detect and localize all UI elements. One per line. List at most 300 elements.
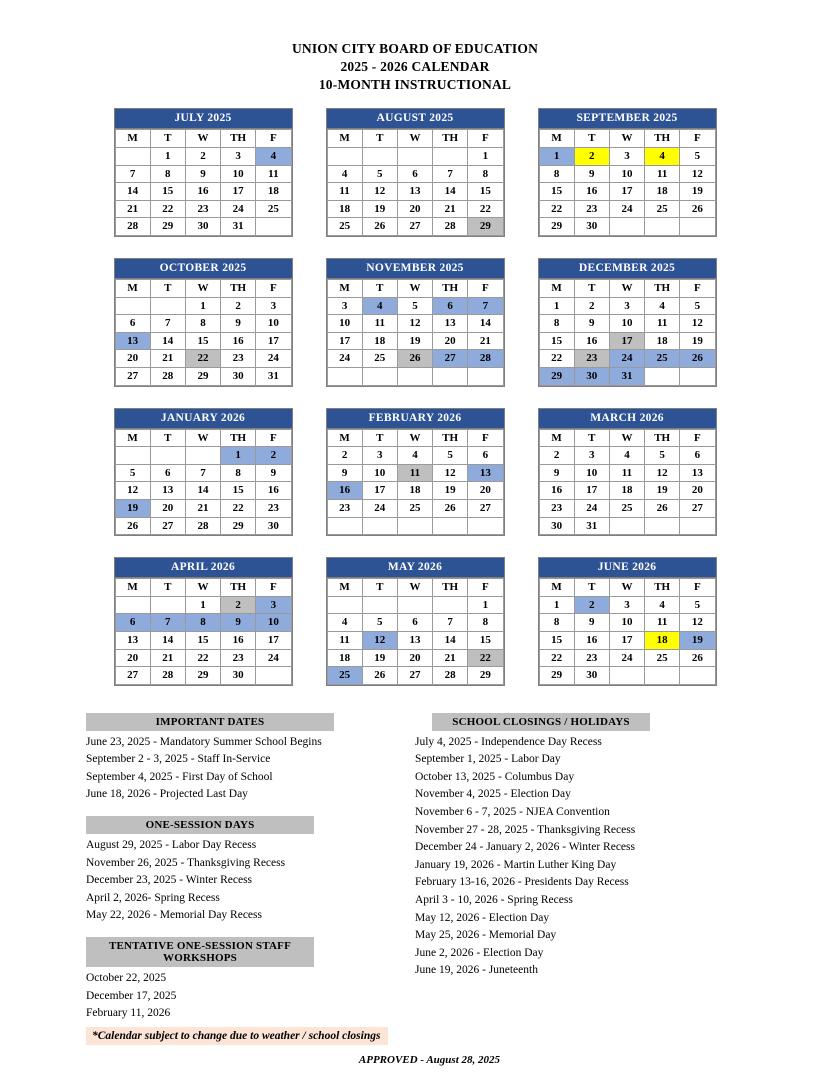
title-line-organization: UNION CITY BOARD OF EDUCATION (291, 41, 539, 56)
day-cell: 16 (185, 183, 220, 201)
legend-item: November 26, 2025 - Thanksgiving Recess (86, 856, 286, 869)
legend-item: November 6 - 7, 2025 - NJEA Convention (415, 806, 610, 819)
month-calendar (538, 408, 717, 537)
week-row (539, 649, 715, 667)
weekday-header-cell: W (185, 280, 220, 298)
day-cell: 13 (115, 332, 150, 350)
week-row (327, 614, 503, 632)
day-cell: 23 (327, 499, 362, 517)
day-cell-empty (327, 517, 362, 535)
footer-approved-date: APPROVED - August 28, 2025 (358, 1054, 500, 1066)
page-title (0, 0, 830, 93)
legend-item: November 4, 2025 - Election Day (415, 788, 571, 801)
day-cell-empty (397, 367, 432, 385)
day-cell-empty (362, 148, 397, 166)
weekday-header-cell: M (539, 280, 574, 298)
week-row (115, 667, 291, 685)
legend-item: January 19, 2026 - Martin Luther King Day (415, 858, 617, 871)
footer (0, 1026, 830, 1066)
day-cell: 6 (115, 614, 150, 632)
day-cell: 5 (397, 297, 432, 315)
day-cell: 14 (185, 482, 220, 500)
day-cell: 29 (468, 218, 503, 236)
calendar-row (0, 108, 830, 237)
day-cell: 24 (221, 200, 256, 218)
day-cell: 27 (115, 367, 150, 385)
weekday-header-cell: W (397, 130, 432, 148)
week-row (327, 649, 503, 667)
month-calendar (326, 557, 505, 686)
weekday-header-row (327, 429, 503, 447)
day-cell: 15 (468, 183, 503, 201)
day-cell: 1 (185, 297, 220, 315)
day-cell: 12 (362, 183, 397, 201)
weekday-header-cell: F (680, 579, 715, 597)
day-cell: 20 (433, 332, 468, 350)
day-cell: 4 (645, 148, 680, 166)
day-cell: 3 (327, 297, 362, 315)
day-cell: 5 (680, 148, 715, 166)
day-cell: 31 (221, 218, 256, 236)
weekday-header-cell: F (680, 130, 715, 148)
day-cell: 6 (680, 447, 715, 465)
day-cell-empty (362, 367, 397, 385)
day-cell: 9 (574, 614, 609, 632)
day-cell: 3 (574, 447, 609, 465)
day-cell: 29 (468, 667, 503, 685)
day-cell: 8 (185, 315, 220, 333)
day-cell: 28 (115, 218, 150, 236)
day-cell-empty (115, 148, 150, 166)
month-table (115, 129, 292, 236)
weekday-header-cell: W (609, 130, 644, 148)
month-table (539, 578, 716, 685)
weekday-header-cell: F (256, 130, 291, 148)
weekday-header-cell: M (539, 579, 574, 597)
day-cell: 8 (539, 315, 574, 333)
weekday-header-cell: TH (433, 429, 468, 447)
weekday-header-cell: F (468, 280, 503, 298)
day-cell: 17 (362, 482, 397, 500)
title-line-calendar-year: 2025 - 2026 CALENDAR (340, 58, 490, 74)
day-cell: 17 (256, 631, 291, 649)
month-calendar (326, 258, 505, 387)
day-cell: 1 (539, 596, 574, 614)
day-cell: 25 (645, 350, 680, 368)
day-cell: 27 (680, 499, 715, 517)
day-cell: 17 (327, 332, 362, 350)
week-row (539, 596, 715, 614)
day-cell: 11 (609, 464, 644, 482)
day-cell: 17 (256, 332, 291, 350)
week-row (115, 183, 291, 201)
month-calendar (326, 408, 505, 537)
day-cell: 15 (539, 183, 574, 201)
day-cell: 10 (256, 315, 291, 333)
day-cell: 27 (115, 667, 150, 685)
weekday-header-cell: F (256, 280, 291, 298)
weekday-header-cell: T (574, 429, 609, 447)
day-cell: 21 (433, 649, 468, 667)
day-cell: 27 (397, 667, 432, 685)
day-cell: 28 (433, 218, 468, 236)
day-cell: 18 (256, 183, 291, 201)
week-row (115, 200, 291, 218)
day-cell: 11 (256, 165, 291, 183)
day-cell: 7 (115, 165, 150, 183)
day-cell-empty (256, 218, 291, 236)
day-cell: 16 (574, 631, 609, 649)
day-cell: 10 (327, 315, 362, 333)
day-cell: 26 (680, 649, 715, 667)
weekday-header-cell: M (327, 429, 362, 447)
legend-item: September 1, 2025 - Labor Day (415, 753, 561, 766)
footer-disclaimer-note: *Calendar subject to change due to weather / school closings (86, 1027, 388, 1045)
week-row (327, 350, 503, 368)
month-title: APRIL 2026 (115, 558, 292, 578)
day-cell: 4 (397, 447, 432, 465)
legend-block-staff-workshops (86, 937, 410, 1023)
day-cell: 31 (609, 367, 644, 385)
week-row (539, 667, 715, 685)
day-cell: 20 (468, 482, 503, 500)
legend-item: December 17, 2025 (86, 989, 177, 1002)
weekday-header-cell: M (115, 280, 150, 298)
day-cell: 9 (185, 165, 220, 183)
legend-heading-school-closings: SCHOOL CLOSINGS / HOLIDAYS (432, 713, 650, 731)
day-cell: 3 (256, 297, 291, 315)
week-row (327, 464, 503, 482)
day-cell-empty (680, 667, 715, 685)
day-cell: 22 (539, 200, 574, 218)
day-cell: 9 (221, 614, 256, 632)
month-title: NOVEMBER 2025 (327, 259, 504, 279)
day-cell: 20 (115, 350, 150, 368)
week-row (115, 332, 291, 350)
legend-block-one-session-days (86, 816, 410, 925)
calendar-grid (0, 108, 830, 706)
month-table (539, 129, 716, 236)
day-cell-empty (115, 297, 150, 315)
day-cell: 20 (150, 499, 185, 517)
day-cell: 1 (468, 148, 503, 166)
weekday-header-cell: W (185, 429, 220, 447)
day-cell: 26 (680, 200, 715, 218)
day-cell: 24 (256, 350, 291, 368)
day-cell: 2 (574, 297, 609, 315)
day-cell: 21 (115, 200, 150, 218)
legend-item: October 13, 2025 - Columbus Day (415, 770, 575, 783)
day-cell: 13 (433, 315, 468, 333)
week-row (539, 464, 715, 482)
day-cell: 8 (150, 165, 185, 183)
weekday-header-cell: W (609, 429, 644, 447)
day-cell: 26 (645, 499, 680, 517)
legend-item: June 23, 2025 - Mandatory Summer School Begins (86, 735, 322, 748)
legend-item: June 19, 2026 - Juneteenth (415, 964, 538, 977)
day-cell: 6 (115, 315, 150, 333)
week-row (327, 165, 503, 183)
day-cell: 17 (574, 482, 609, 500)
day-cell: 30 (574, 218, 609, 236)
day-cell: 19 (680, 332, 715, 350)
day-cell: 22 (150, 200, 185, 218)
day-cell: 14 (115, 183, 150, 201)
week-row (115, 315, 291, 333)
day-cell: 5 (433, 447, 468, 465)
legend-item: September 2 - 3, 2025 - Staff In-Service (86, 753, 271, 766)
day-cell: 20 (115, 649, 150, 667)
day-cell: 23 (539, 499, 574, 517)
day-cell: 25 (645, 649, 680, 667)
legend-item: May 25, 2026 - Memorial Day (415, 929, 557, 942)
weekday-header-cell: F (256, 579, 291, 597)
weekday-header-cell: M (115, 579, 150, 597)
month-calendar (114, 258, 293, 387)
week-row (539, 482, 715, 500)
weekday-header-cell: F (468, 429, 503, 447)
day-cell: 29 (539, 367, 574, 385)
week-row (539, 631, 715, 649)
day-cell-empty (150, 596, 185, 614)
day-cell: 25 (609, 499, 644, 517)
day-cell: 5 (680, 596, 715, 614)
day-cell: 14 (433, 183, 468, 201)
day-cell: 10 (609, 614, 644, 632)
day-cell: 23 (574, 200, 609, 218)
day-cell-empty (185, 447, 220, 465)
legend-item: May 22, 2026 - Memorial Day Recess (86, 909, 262, 922)
week-row (327, 499, 503, 517)
day-cell: 11 (327, 183, 362, 201)
month-table (115, 279, 292, 386)
day-cell-empty (609, 667, 644, 685)
day-cell-empty (115, 596, 150, 614)
weekday-header-cell: TH (645, 280, 680, 298)
month-title: SEPTEMBER 2025 (539, 109, 716, 129)
weekday-header-cell: TH (221, 579, 256, 597)
weekday-header-cell: W (397, 429, 432, 447)
week-row (327, 297, 503, 315)
day-cell: 5 (645, 447, 680, 465)
weekday-header-cell: T (362, 579, 397, 597)
week-row (115, 482, 291, 500)
day-cell: 12 (680, 165, 715, 183)
day-cell: 19 (115, 499, 150, 517)
day-cell: 23 (574, 350, 609, 368)
weekday-header-row (539, 280, 715, 298)
month-table (327, 279, 504, 386)
day-cell: 8 (468, 165, 503, 183)
day-cell: 4 (609, 447, 644, 465)
day-cell: 1 (221, 447, 256, 465)
day-cell: 29 (185, 367, 220, 385)
week-row (115, 631, 291, 649)
day-cell: 5 (680, 297, 715, 315)
week-row (115, 148, 291, 166)
week-row (539, 200, 715, 218)
weekday-header-cell: TH (645, 579, 680, 597)
month-table (115, 578, 292, 685)
weekday-header-cell: T (574, 579, 609, 597)
month-title: MARCH 2026 (539, 409, 716, 429)
weekday-header-row (327, 579, 503, 597)
week-row (539, 332, 715, 350)
day-cell: 2 (185, 148, 220, 166)
day-cell: 12 (680, 614, 715, 632)
legend-heading-staff-workshops: TENTATIVE ONE-SESSION STAFF WORKSHOPS (86, 937, 314, 967)
day-cell-empty (433, 148, 468, 166)
legend-item: May 12, 2026 - Election Day (415, 911, 550, 924)
month-title: AUGUST 2025 (327, 109, 504, 129)
day-cell: 24 (574, 499, 609, 517)
legend-column-right (410, 713, 830, 1034)
month-calendar (326, 108, 505, 237)
week-row (327, 367, 503, 385)
day-cell: 13 (150, 482, 185, 500)
day-cell: 30 (574, 667, 609, 685)
day-cell: 16 (256, 482, 291, 500)
legend-list-one-session-days (86, 834, 410, 925)
day-cell: 27 (397, 218, 432, 236)
weekday-header-cell: T (150, 130, 185, 148)
week-row (327, 631, 503, 649)
day-cell: 20 (397, 200, 432, 218)
week-row (327, 332, 503, 350)
day-cell: 24 (609, 350, 644, 368)
month-calendar (114, 108, 293, 237)
day-cell: 1 (539, 297, 574, 315)
day-cell: 10 (256, 614, 291, 632)
month-table (539, 279, 716, 386)
weekday-header-cell: T (150, 429, 185, 447)
week-row (115, 367, 291, 385)
weekday-header-row (115, 579, 291, 597)
day-cell: 22 (221, 499, 256, 517)
weekday-header-cell: M (539, 429, 574, 447)
day-cell: 8 (185, 614, 220, 632)
day-cell: 9 (574, 315, 609, 333)
day-cell-empty (256, 667, 291, 685)
day-cell: 17 (221, 183, 256, 201)
day-cell: 11 (327, 631, 362, 649)
week-row (115, 464, 291, 482)
day-cell: 15 (185, 631, 220, 649)
weekday-header-cell: TH (221, 280, 256, 298)
legend-item: June 2, 2026 - Election Day (415, 946, 544, 959)
day-cell: 10 (574, 464, 609, 482)
day-cell: 15 (185, 332, 220, 350)
day-cell: 16 (221, 631, 256, 649)
day-cell: 14 (150, 332, 185, 350)
week-row (115, 447, 291, 465)
day-cell: 12 (397, 315, 432, 333)
day-cell: 3 (609, 297, 644, 315)
day-cell: 15 (539, 332, 574, 350)
day-cell: 11 (362, 315, 397, 333)
day-cell: 18 (327, 200, 362, 218)
month-title: JUNE 2026 (539, 558, 716, 578)
day-cell: 2 (539, 447, 574, 465)
week-row (327, 667, 503, 685)
day-cell: 8 (221, 464, 256, 482)
day-cell: 31 (574, 517, 609, 535)
day-cell-empty (115, 447, 150, 465)
month-title: MAY 2026 (327, 558, 504, 578)
week-row (539, 183, 715, 201)
weekday-header-cell: TH (221, 429, 256, 447)
legend-item: November 27 - 28, 2025 - Thanksgiving Recess (415, 823, 636, 836)
week-row (539, 614, 715, 632)
day-cell: 19 (680, 631, 715, 649)
day-cell: 2 (221, 297, 256, 315)
weekday-header-cell: F (680, 429, 715, 447)
legend-block-school-closings (415, 713, 830, 980)
weekday-header-cell: M (327, 280, 362, 298)
day-cell: 4 (327, 165, 362, 183)
day-cell-empty (645, 367, 680, 385)
week-row (539, 367, 715, 385)
calendar-row (0, 408, 830, 537)
week-row (115, 517, 291, 535)
day-cell: 20 (397, 649, 432, 667)
day-cell: 7 (150, 614, 185, 632)
day-cell: 29 (539, 667, 574, 685)
day-cell: 19 (397, 332, 432, 350)
month-table (327, 129, 504, 236)
weekday-header-cell: T (150, 280, 185, 298)
day-cell: 22 (468, 200, 503, 218)
legend-list-staff-workshops (86, 967, 410, 1023)
day-cell: 11 (645, 165, 680, 183)
week-row (539, 499, 715, 517)
day-cell: 4 (645, 297, 680, 315)
day-cell-empty (468, 367, 503, 385)
day-cell: 12 (645, 464, 680, 482)
day-cell: 23 (221, 649, 256, 667)
day-cell-empty (609, 218, 644, 236)
weekday-header-cell: W (185, 130, 220, 148)
day-cell: 5 (362, 165, 397, 183)
day-cell: 3 (221, 148, 256, 166)
day-cell: 26 (362, 667, 397, 685)
day-cell: 6 (433, 297, 468, 315)
weekday-header-cell: TH (221, 130, 256, 148)
day-cell: 1 (150, 148, 185, 166)
day-cell: 4 (327, 614, 362, 632)
week-row (327, 315, 503, 333)
day-cell-empty (433, 367, 468, 385)
legend-item: August 29, 2025 - Labor Day Recess (86, 839, 257, 852)
month-table (327, 578, 504, 685)
day-cell: 28 (468, 350, 503, 368)
day-cell: 4 (645, 596, 680, 614)
week-row (539, 350, 715, 368)
month-title: DECEMBER 2025 (539, 259, 716, 279)
day-cell: 25 (327, 667, 362, 685)
weekday-header-cell: W (609, 280, 644, 298)
day-cell: 2 (221, 596, 256, 614)
day-cell: 2 (574, 148, 609, 166)
day-cell-empty (327, 148, 362, 166)
day-cell: 30 (539, 517, 574, 535)
day-cell: 25 (256, 200, 291, 218)
day-cell: 17 (609, 631, 644, 649)
day-cell: 30 (574, 367, 609, 385)
weekday-header-row (539, 130, 715, 148)
weekday-header-row (327, 130, 503, 148)
day-cell: 3 (362, 447, 397, 465)
